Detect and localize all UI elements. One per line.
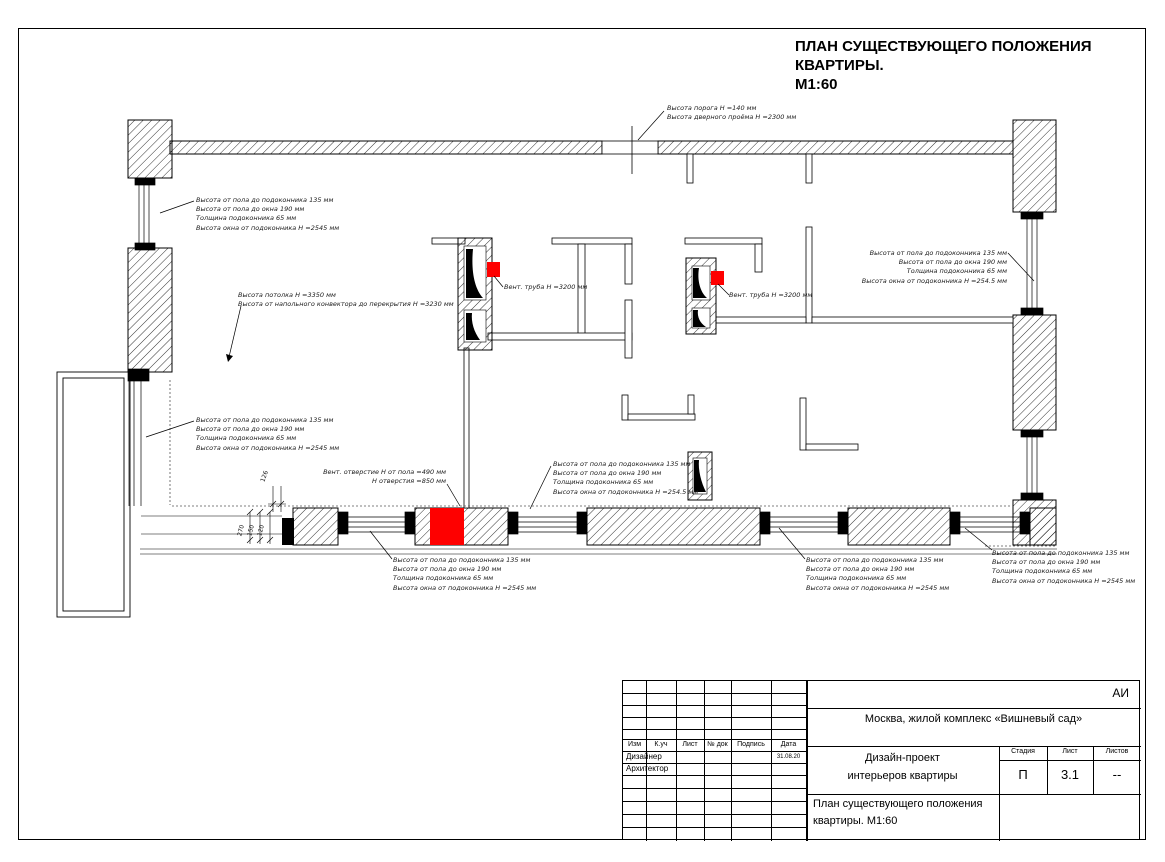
wall-left-pier [128,248,172,372]
col-header-ndok: № док [707,741,728,748]
annotation-line: Высота от пола до подоконника 135 мм [992,549,1130,557]
col-header-list: Лист [682,741,698,748]
annotation-line: Высота от пола до окна 190 мм [196,425,305,434]
annotation-vent-pipe-2 [729,291,812,300]
titleblock-gridline [623,827,806,828]
dimension-label-270: 270 [236,524,246,537]
annotation-line: Высота порога Н =140 мм [667,104,757,112]
vent-pipe-red-square-2 [711,271,724,285]
window-left-upper [135,178,155,250]
annotation-line: Толщина подоконника 65 мм [906,267,1007,276]
titleblock-gridline [623,693,806,694]
titleblock-gridline [623,814,806,815]
annotation-line: Высота от пола до подоконника 135 мм [869,249,1007,257]
dimension-label-126: 126 [259,469,270,483]
stage-value: П [1018,767,1028,782]
dimension-label-150: 150 [246,524,256,537]
wall-bottom-pier-5 [1030,508,1056,545]
annotation-line: Толщина подоконника 65 мм [553,478,654,487]
col-header-data: Дата [780,741,797,748]
col-header-kuch: К.уч [654,741,668,748]
org-logo: АИ [1112,686,1129,700]
titleblock-gridline [623,788,806,789]
project-location: Москва, жилой комплекс «Вишневый сад» [864,713,1083,725]
window-bottom-c [760,512,848,534]
designer-date: 31.08.20 [776,754,801,760]
listov-label: Листов [1105,748,1129,755]
annotation-line: Высота от напольного конвектора до перекрытия Н =3230 мм [238,300,454,309]
entry-door-opening [602,141,658,154]
annotation-line: Высота от пола до подоконника 135 мм [806,556,944,564]
annotation-line: Высота от пола до подоконника 135 мм [553,460,691,468]
annotation-line: Н отверстия =850 мм [372,477,446,486]
annotation-window-bottom-mid [553,460,698,497]
wall-bottom-pier-1 [293,508,338,545]
leader-door [638,111,664,140]
vent-pipe-red-square-1 [487,262,500,277]
project-name-line1: Дизайн-проект [865,752,940,764]
annotation-line: Высота окна от подоконника Н =2545 мм [196,223,340,232]
leader-vent-pipe-2 [718,284,729,295]
titleblock-gridline [623,775,806,776]
annotation-line: Высота окна от подоконника Н =2545 мм [806,583,950,592]
window-left-lower [128,369,149,506]
annotation-window-bottom-right-1 [806,556,949,593]
annotation-line: Толщина подоконника 65 мм [196,434,297,443]
annotation-line: Толщина подоконника 65 мм [393,574,494,583]
wall-corner-top-right [1013,120,1056,212]
leader-vent-pipe-1 [494,276,503,287]
annotation-line: Высота от пола до окна 190 мм [393,565,502,574]
annotation-line: Вент. труба Н =3200 мм [504,283,588,291]
annotation-line: Высота от пола до окна 190 мм [553,469,662,478]
annotation-window-left-mid [196,416,339,453]
titleblock-gridline [623,801,806,802]
annotation-line: Высота окна от подоконника Н =2545 мм [992,576,1136,585]
titleblock-gridline [623,717,806,718]
sheets-total-value: -- [1112,767,1122,782]
wall-right-pier [1013,315,1056,430]
titleblock-gridline [806,794,1141,795]
annotation-line: Высота от пола до подоконника 135 мм [196,196,334,204]
titleblock-gridline [999,760,1141,761]
leader-window-left-top [160,201,194,213]
annotation-door [667,104,796,122]
title-block [622,680,1140,840]
annotation-line: Высота дверного проёма Н =2300 мм [667,113,797,122]
titleblock-gridline [623,705,806,706]
annotation-vent-pipe-1 [504,283,587,292]
sheet-title-line2: квартиры. М1:60 [813,815,898,827]
wall-top-left-segment [170,141,602,154]
annotation-window-left-top [196,196,339,233]
annotation-line: Высота от пола до окна 190 мм [992,558,1101,567]
titleblock-gridline [806,708,1141,709]
sheet-number-value: 3.1 [1060,767,1080,782]
leader-window-bottom-right-1 [779,528,805,559]
window-right-lower [1021,430,1043,500]
annotation-line: Высота окна от подоконника Н =2545 мм [393,583,537,592]
vent-opening-red-block [430,508,464,545]
window-bottom-a [338,512,415,534]
annotation-line: Высота от пола до подоконника 135 мм [196,416,334,424]
wall-end-cap [282,518,294,545]
annotation-line: Высота потолка Н =3350 мм [238,291,336,299]
leader-window-bottom-left [370,531,392,559]
leader-window-bottom-mid [530,466,551,509]
annotation-line: Высота окна от подоконника Н =254.5 мм [861,276,1007,285]
col-header-izm: Изм [627,741,642,748]
annotation-line: Толщина подоконника 65 мм [196,214,297,223]
sheet-title-line1: План существующего положения [813,798,983,810]
window-right-upper [1021,212,1043,315]
window-bottom-b [508,512,587,534]
annotation-line: Вент. труба Н =3200 мм [729,291,813,299]
col-header-podpis: Подпись [737,741,765,748]
annotation-window-right [827,249,1007,286]
annotation-window-bottom-right-2 [992,549,1135,586]
annotation-vent-hole [306,468,446,486]
role-designer: Дизайнер [626,752,662,761]
annotation-line: Вент. отверстие Н от пола =490 мм [323,468,446,476]
wall-top-right-segment [658,141,1013,154]
stage-label: Стадия [1011,748,1035,755]
wall-corner-top-left [128,120,172,178]
leader-window-right [1008,253,1034,281]
annotation-line: Толщина подоконника 65 мм [992,567,1093,576]
annotation-line: Высота от пола до окна 190 мм [898,258,1007,267]
leader-ceiling [229,306,241,357]
annotation-window-bottom-left [393,556,536,593]
drawing-title-line1: ПЛАН СУЩЕСТВУЮЩЕГО ПОЛОЖЕНИЯ КВАРТИРЫ. [795,38,1092,74]
leader-window-bottom-right-2 [965,528,992,550]
interior-partitions [432,154,1013,508]
annotation-line: Высота окна от подоконника Н =2545 мм [196,443,340,452]
balcony-outline [57,372,130,617]
dimension-label-120: 120 [256,524,266,537]
annotation-line: Высота от пола до подоконника 135 мм [393,556,531,564]
annotation-line: Высота от пола до окна 190 мм [806,565,915,574]
leader-arrowhead [226,354,233,362]
annotation-line: Толщина подоконника 65 мм [806,574,907,583]
titleblock-gridline [623,739,806,740]
annotation-ceiling [238,291,454,309]
project-name-line2: интерьеров квартиры [847,770,958,782]
leader-window-left-mid [146,421,194,437]
annotation-line: Высота окна от подоконника Н =254.5 мм [553,487,699,496]
role-architect: Архитектор [626,764,669,773]
wall-bottom-pier-4 [848,508,950,545]
titleblock-gridline [806,746,1141,747]
wall-bottom-pier-3 [587,508,760,545]
drawing-title-line2: М1:60 [795,75,838,93]
annotation-line: Высота от пола до окна 190 мм [196,205,305,214]
leader-vent-hole [447,484,460,506]
list-label: Лист [1062,748,1078,755]
titleblock-gridline [623,729,806,730]
